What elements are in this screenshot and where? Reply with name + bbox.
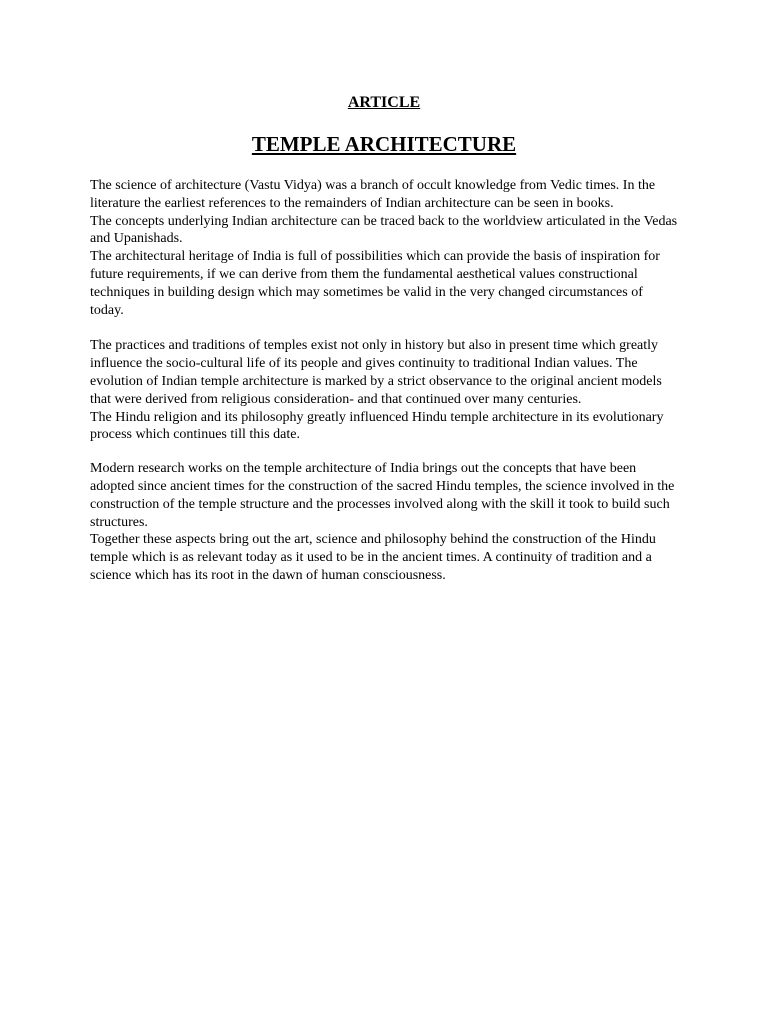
paragraph-block-2 [90,337,678,444]
paragraph: Modern research works on the temple architecture of India brings out the concepts that have been adopted since ancient times for the construction of the sacred Hindu temples, the science involved in the construction of the temple structure and the processes involved along with the skill it took to build such structures. [90,461,675,530]
article-title: TEMPLE ARCHITECTURE [251,132,517,156]
paragraph: The science of architecture (Vastu Vidya) was a branch of occult knowledge from Vedic times. In the literature the earliest references to the remainders of Indian architecture can be seen in books. [90,178,656,211]
document-page [90,93,678,603]
paragraph-block-3 [90,460,678,585]
paragraph: Together these aspects bring out the art, science and philosophy behind the construction of the Hindu temple which is as relevant today as it used to be in the ancient times. A continuity of tradition and a science which has its root in the dawn of human consciousness. [90,532,656,583]
paragraph-block-1 [90,177,678,319]
paragraph: The architectural heritage of India is full of possibilities which can provide the basis of inspiration for future requirements, if we can derive from them the fundamental aesthetical values constructional techniques in building design which may sometimes be valid in the very changed circumstances of today. [90,249,660,318]
article-label: ARTICLE [347,94,421,111]
paragraph: The concepts underlying Indian architecture can be traced back to the worldview articulated in the Vedas and Upanishads. [90,213,678,247]
paragraph: The practices and traditions of temples exist not only in history but also in present time which greatly influence the socio-cultural life of its people and gives continuity to traditional Indian values. The evolution of Indian temple architecture is marked by a strict observance to the original ancient models that were derived from religious consideration- and that continued over many centuries. [90,338,662,407]
paragraph: The Hindu religion and its philosophy greatly influenced Hindu temple architecture in its evolutionary process which continues till this date. [90,409,664,443]
